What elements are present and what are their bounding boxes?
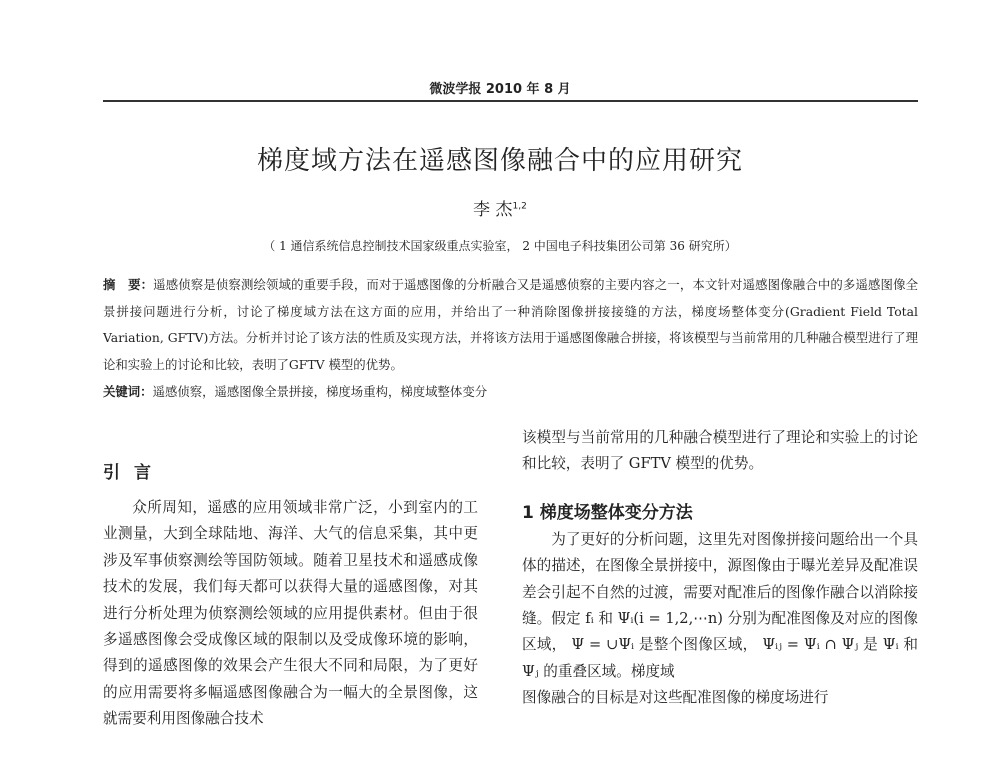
left-column bbox=[103, 458, 478, 733]
paper-title: 梯度域方法在遥感图像融合中的应用研究 bbox=[256, 146, 743, 176]
keywords bbox=[103, 379, 918, 406]
section1-paragraph: 为了更好的分析问题，这里先对图像拼接问题给出一个具体的描述，在图像全景拼接中，源图像由于曝光差异及配准误差会引起不自然的过渡，需要对配准后的图像作融合以消除接缝。假定 fᵢ 和 Ψᵢ(i = 1,2,⋯n) 分别为配准图像及对应的图像区域， Ψ = ∪Ψᵢ 是整个图像区域， Ψᵢⱼ = Ψᵢ ∩ Ψⱼ 是 Ψᵢ 和 Ψⱼ 的重叠区域。梯度域 bbox=[522, 530, 918, 680]
intro-paragraph: 众所周知，遥感的应用领域非常广泛，小到室内的工业测量，大到全球陆地、海洋、大气的信息采集，其中更涉及军事侦察测绘等国防领域。随着卫星技术和遥感成像技术的发展，我们每天都可以获得大量的遥感图像，对其进行分析处理为侦察测绘领域的应用提供素材。但由于很多遥感图像会受成像区域的限制以及受成像环境的影响，得到的遥感图像的效果会产生很大不同和局限，为了更好的应用需要将多幅遥感图像融合为一幅大的全景图像，这就需要利用图像融合技术 bbox=[103, 499, 478, 728]
journal-header: 微波学报 2010 年 8 月 bbox=[429, 82, 571, 97]
author bbox=[0, 195, 1000, 220]
abstract-text: 遥感侦察是侦察测绘领域的重要手段，而对于遥感图像的分析融合又是遥感侦察的主要内容之一，本文针对遥感图像融合中的多遥感图像全景拼接问题进行分析，讨论了梯度域方法在这方面的应用，并给出了一种消除图像拼接接缝的方法，梯度场整体变分(Gradient Field Total Variation, GFTV)方法。分析并讨论了该方法的性质及实现方法，并将该方法用于遥感图像融合拼接，将该模型与当前常用的几种融合模型进行了理论和实验上的讨论和比较，表明了GFTV 模型的优势。 bbox=[103, 277, 919, 372]
abstract-label: 摘 要： bbox=[103, 277, 154, 292]
section1-heading: 1 梯度场整体变分方法 bbox=[522, 502, 693, 523]
section1-cut-line: 图像融合的目标是对这些配准图像的梯度场进行 bbox=[522, 689, 829, 707]
author-name: 李 杰 bbox=[473, 200, 513, 220]
right-column bbox=[522, 425, 918, 707]
affiliations: （ 1 通信系统信息控制技术国家级重点实验室， 2 中国电子科技集团公司第 36 研究所） bbox=[263, 239, 737, 253]
header-rule bbox=[103, 100, 918, 102]
intro-heading: 引言 bbox=[103, 463, 165, 483]
author-affil-marks: 1,2 bbox=[512, 201, 527, 212]
keywords-text: 遥感侦察，遥感图像全景拼接，梯度场重构，梯度域整体变分 bbox=[152, 384, 488, 399]
keywords-label: 关键词： bbox=[103, 384, 153, 399]
abstract bbox=[103, 272, 918, 378]
continued-paragraph: 该模型与当前常用的几种融合模型进行了理论和实验上的讨论和比较，表明了 GFTV 模型的优势。 bbox=[522, 429, 918, 473]
